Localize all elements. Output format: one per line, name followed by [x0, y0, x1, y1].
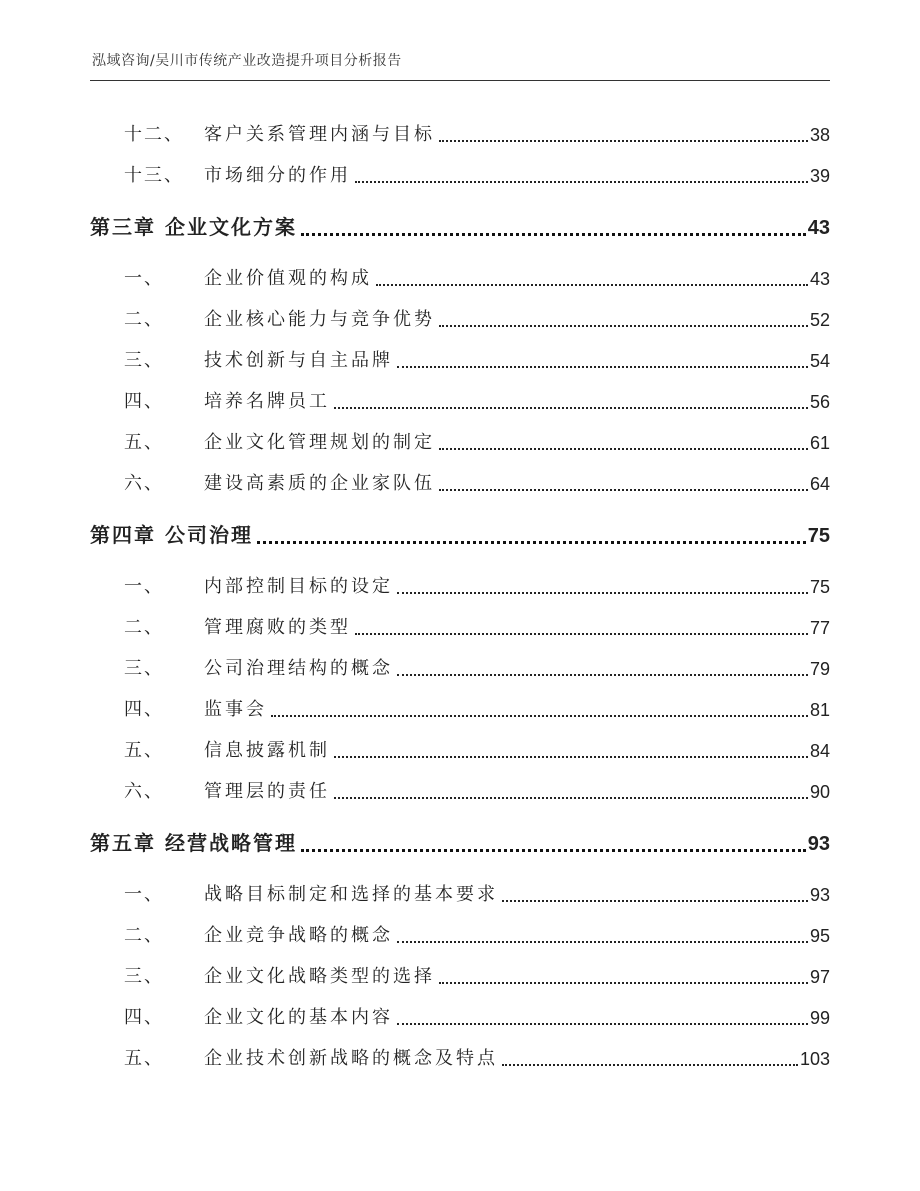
toc-page-number: 93 [809, 885, 830, 905]
toc-section-entry[interactable] [90, 574, 830, 598]
dot-leader [257, 521, 806, 544]
dot-leader [397, 348, 808, 368]
dot-leader [355, 163, 808, 183]
toc-section-entry[interactable] [90, 122, 830, 146]
toc-section-number: 二、 [124, 925, 164, 946]
dot-leader [397, 923, 808, 943]
toc-section-entry[interactable] [90, 430, 830, 454]
toc-section-number: 三、 [124, 658, 164, 679]
header-divider [90, 80, 830, 81]
dot-leader [355, 615, 808, 635]
toc-section-title: 建设高素质的企业家队伍 [204, 473, 435, 494]
toc-section-number: 三、 [124, 966, 164, 987]
dot-leader [334, 389, 808, 409]
toc-section-title: 战略目标制定和选择的基本要求 [204, 884, 498, 905]
toc-page-number: 39 [809, 166, 830, 186]
toc-section-title: 培养名牌员工 [204, 391, 330, 412]
toc-page-number: 99 [809, 1008, 830, 1028]
toc-section-entry[interactable] [90, 615, 830, 639]
toc-page-number: 95 [809, 926, 830, 946]
toc-page-number: 52 [809, 310, 830, 330]
toc-section-title: 企业技术创新战略的概念及特点 [204, 1048, 498, 1069]
toc-section-entry[interactable] [90, 1005, 830, 1029]
toc-chapter-title: 第四章 公司治理 [90, 523, 253, 547]
dot-leader [502, 882, 808, 902]
toc-section-entry[interactable] [90, 389, 830, 413]
toc-chapter-title: 第五章 经营战略管理 [90, 831, 297, 855]
dot-leader [439, 122, 808, 142]
toc-page-number: 43 [809, 269, 830, 289]
dot-leader [334, 779, 808, 799]
toc-page-number: 64 [809, 474, 830, 494]
toc-page-number: 61 [809, 433, 830, 453]
toc-section-number: 一、 [124, 576, 164, 597]
toc-section-number: 四、 [124, 391, 164, 412]
toc-section-number: 三、 [124, 350, 164, 371]
dot-leader [397, 656, 808, 676]
toc-section-entry[interactable] [90, 163, 830, 187]
toc-section-number: 四、 [124, 699, 164, 720]
toc-section-title: 技术创新与自主品牌 [204, 350, 393, 371]
toc-section-number: 六、 [124, 473, 164, 494]
toc-section-title: 客户关系管理内涵与目标 [204, 124, 435, 145]
dot-leader [397, 574, 808, 594]
dot-leader [397, 1005, 808, 1025]
toc-section-title: 企业文化战略类型的选择 [204, 966, 435, 987]
toc-section-entry[interactable] [90, 738, 830, 762]
toc-chapter-title: 第三章 企业文化方案 [90, 215, 297, 239]
dot-leader [301, 829, 806, 852]
toc-chapter-entry[interactable] [90, 830, 830, 856]
dot-leader [376, 266, 808, 286]
toc-section-number: 二、 [124, 309, 164, 330]
toc-chapter-entry[interactable] [90, 214, 830, 240]
toc-chapter-entry[interactable] [90, 522, 830, 548]
page-header: 泓域咨询/吴川市传统产业改造提升项目分析报告 [92, 53, 402, 69]
toc-page-number: 77 [809, 618, 830, 638]
toc-page-number: 81 [809, 700, 830, 720]
toc-page-number: 43 [807, 217, 830, 239]
toc-section-title: 企业价值观的构成 [204, 268, 372, 289]
toc-section-title: 企业核心能力与竞争优势 [204, 309, 435, 330]
toc-section-entry[interactable] [90, 697, 830, 721]
toc-page-number: 97 [809, 967, 830, 987]
toc-section-title: 管理层的责任 [204, 781, 330, 802]
toc-page-number: 84 [809, 741, 830, 761]
toc-section-title: 市场细分的作用 [204, 165, 351, 186]
toc-section-title: 企业文化的基本内容 [204, 1007, 393, 1028]
toc-section-number: 二、 [124, 617, 164, 638]
toc-section-title: 内部控制目标的设定 [204, 576, 393, 597]
dot-leader [439, 307, 808, 327]
toc-page-number: 75 [807, 525, 830, 547]
toc-section-entry[interactable] [90, 779, 830, 803]
dot-leader [334, 738, 808, 758]
toc-page-number: 54 [809, 351, 830, 371]
toc-section-title: 公司治理结构的概念 [204, 658, 393, 679]
toc-section-entry[interactable] [90, 964, 830, 988]
toc-page-number: 93 [807, 833, 830, 855]
toc-section-number: 十二、 [124, 124, 184, 145]
toc-section-entry[interactable] [90, 348, 830, 372]
toc-section-number: 一、 [124, 884, 164, 905]
toc-section-entry[interactable] [90, 656, 830, 680]
toc-section-title: 企业竞争战略的概念 [204, 925, 393, 946]
dot-leader [271, 697, 808, 717]
toc-section-title: 管理腐败的类型 [204, 617, 351, 638]
toc-section-entry[interactable] [90, 266, 830, 290]
dot-leader [439, 964, 808, 984]
toc-section-entry[interactable] [90, 307, 830, 331]
toc-section-entry[interactable] [90, 1046, 830, 1070]
toc-section-title: 企业文化管理规划的制定 [204, 432, 435, 453]
toc-section-title: 信息披露机制 [204, 740, 330, 761]
toc-page-number: 90 [809, 782, 830, 802]
toc-section-number: 五、 [124, 1048, 164, 1069]
toc-section-number: 一、 [124, 268, 164, 289]
toc-page-number: 56 [809, 392, 830, 412]
dot-leader [439, 471, 808, 491]
toc-section-number: 五、 [124, 740, 164, 761]
dot-leader [439, 430, 808, 450]
dot-leader [502, 1046, 798, 1066]
toc-section-entry[interactable] [90, 923, 830, 947]
toc-section-entry[interactable] [90, 882, 830, 906]
toc-page-number: 75 [809, 577, 830, 597]
dot-leader [301, 213, 806, 236]
toc-section-number: 五、 [124, 432, 164, 453]
toc-section-title: 监事会 [204, 699, 267, 720]
toc-page-number: 38 [809, 125, 830, 145]
toc-section-number: 十三、 [124, 165, 184, 186]
toc-page-number: 79 [809, 659, 830, 679]
toc-section-number: 六、 [124, 781, 164, 802]
toc-page-number: 103 [799, 1049, 830, 1069]
toc-section-number: 四、 [124, 1007, 164, 1028]
toc-section-entry[interactable] [90, 471, 830, 495]
